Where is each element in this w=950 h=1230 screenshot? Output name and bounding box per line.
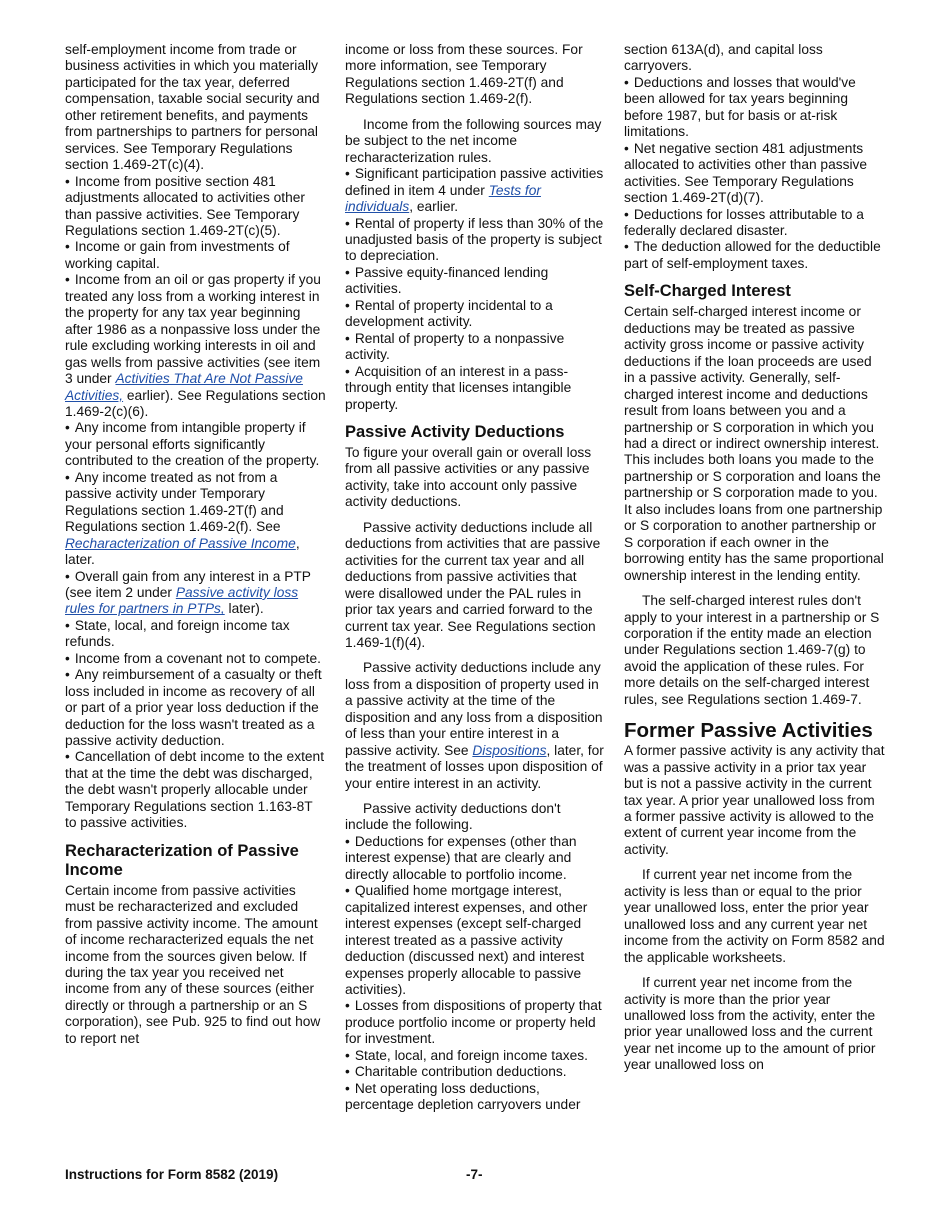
page-number: -7-	[466, 1167, 483, 1182]
paragraph	[345, 660, 607, 792]
bullet-item: • Deductions and losses that would've been allowed for tax years beginning before 1987, but for basis or at-risk limitations.	[624, 75, 886, 141]
column-2	[345, 42, 607, 1114]
section-heading: Self-Charged Interest	[624, 282, 791, 301]
bullet-item: • Rental of property to a nonpassive activity.	[345, 331, 607, 364]
paragraph: If current year net income from the activity is less than or equal to the prior year unallowed loss, enter the prior year unallowed loss and any current year net income from the activity on Form 8582 and the applicable worksheets.	[624, 867, 885, 965]
link-ptp-rules[interactable]: Passive activity loss rules for partners in PTPs,	[65, 584, 299, 617]
section-heading: Recharacterization of Passive Income	[65, 841, 299, 879]
bullet-item: • Income or gain from investments of working capital.	[65, 239, 327, 272]
link-recharacterization[interactable]: Recharacterization of Passive Income	[65, 535, 296, 551]
paragraph: self-employment income from trade or business activities in which you materially participated for the tax year, deferred compensation, taxable social security and other retirement benefits, and payments from partnerships to partners for personal services. See Temporary Regulations section 1.469-2T(c)(4).	[65, 42, 320, 173]
text: later).	[224, 601, 264, 617]
paragraph: Passive activity deductions include all deductions from activities that are passive activities for the current tax year and all deductions from passive activities that were disallowed under the PAL rules in prior tax years and carried forward to the current tax year. See Regulations section 1.469-1(f)(4).	[345, 519, 601, 650]
paragraph: Passive activity deductions don't include the following.	[345, 801, 561, 833]
bullet-item: • Deductions for losses attributable to a federally declared disaster.	[624, 207, 886, 240]
bullet-item: • State, local, and foreign income tax refunds.	[65, 618, 327, 651]
paragraph: The self-charged interest rules don't apply to your interest in a partnership or S corporation if the entity made an election under Regulations section 1.469-7(g) to avoid the application of these rules. For more details on the self-charged interest rules, see Regulations section 1.469-7.	[624, 593, 880, 707]
bullet-item: • Income from positive section 481 adjustments allocated to activities other than passive activities. See Temporary Regulations section 1.469-2T(c)(5).	[65, 174, 327, 240]
paragraph: If current year net income from the activity is more than the prior year unallowed loss from the activity, enter the prior year unallowed loss and the current year net income up to the amount of prior year unallowed loss on	[624, 975, 876, 1073]
bullet-item: • Passive equity-financed lending activities.	[345, 265, 607, 298]
paragraph: A former passive activity is any activity that was a passive activity in a prior tax year but is not a passive activity in the current tax year. A prior year unallowed loss from a former passive activity is allowed to the extent of current year income from the activity.	[624, 743, 885, 857]
bullet-item	[65, 272, 327, 420]
bullet-item	[345, 166, 607, 215]
bullet-item: • Losses from dispositions of property that produce portfolio income or property held for investment.	[345, 998, 607, 1047]
major-heading: Former Passive Activities	[624, 719, 873, 743]
paragraph: To figure your overall gain or overall loss from all passive activities or any passive activity, take into account only passive activity deductions.	[345, 444, 592, 510]
bullet-item: • Income from a covenant not to compete.	[65, 651, 327, 667]
footer-title: Instructions for Form 8582 (2019)	[65, 1167, 279, 1182]
paragraph: section 613A(d), and capital loss carryovers.	[624, 42, 823, 74]
text: , earlier.	[409, 199, 459, 215]
section-heading: Passive Activity Deductions	[345, 422, 565, 441]
bullet-item: • Charitable contribution deductions.	[345, 1064, 607, 1080]
text: Any income treated as not from a passive activity under Temporary Regulations section 1.469-2T(f) and Regulations section 1.469-2(f). See	[65, 469, 284, 535]
bullet-item: • Cancellation of debt income to the extent that at the time the debt was discharged, the debt wasn't properly allocable under Temporary Regulations section 1.163-8T to passive activities.	[65, 749, 327, 831]
text: Significant participation passive activities defined in item 4 under	[345, 166, 604, 198]
text: Income from an oil or gas property if you treated any loss from a working interest in the property for any tax year beginning after 1986 as a nonpassive loss under the rule excluding working interests in oil and gas wells from passive activities (see item 3 under	[65, 272, 321, 387]
text: , later, for the treatment of losses upon disposition of your entire interest in an activity.	[345, 742, 604, 791]
paragraph: Certain self-charged interest income or deductions may be treated as passive activity gross income or passive activity deductions if the loan proceeds are used in a passive activity. Generally, self-charged interest income and deductions result from loans between you and a partnership or S corporation in which you had a direct or indirect ownership interest. This includes both loans you made to the partnership or S corporation and loans the partnership or S corporation made to you. It also includes loans from one partnership or S corporation to another partnership or S corporation if each owner in the borrowing entity has the same proportional ownership interest in the lending entity.	[624, 304, 884, 583]
bullet-item	[65, 569, 327, 618]
text: Passive activity deductions include any loss from a disposition of property used in a passive activity at the time of the disposition and any loss from a disposition of less than your entire interest in a passive activity. See	[345, 660, 603, 758]
paragraph: Income from the following sources may be subject to the net income recharacterization rules.	[345, 116, 602, 165]
bullet-item: • Deductions for expenses (other than interest expense) that are clearly and directly allocable to portfolio income.	[345, 834, 607, 883]
column-3	[624, 42, 886, 1074]
bullet-item	[65, 470, 327, 569]
bullet-item: • Net negative section 481 adjustments allocated to activities other than passive activities. See Temporary Regulations section 1.469-2T(d)(7).	[624, 141, 886, 207]
bullet-item: • The deduction allowed for the deductible part of self-employment taxes.	[624, 239, 886, 272]
column-1	[65, 42, 327, 1047]
bullet-item: • Rental of property if less than 30% of the unadjusted basis of the property is subject to depreciation.	[345, 216, 607, 265]
link-dispositions[interactable]: Dispositions	[472, 742, 547, 758]
bullet-item: • Rental of property incidental to a development activity.	[345, 298, 607, 331]
bullet-item: • Qualified home mortgage interest, capitalized interest expenses, and other interest expenses (except self-charged interest treated as a passive activity deduction (discussed next) and interest expenses properly allocable to passive activities).	[345, 883, 607, 998]
text: , later.	[65, 535, 300, 568]
bullet-item: • Net operating loss deductions, percentage depletion carryovers under	[345, 1081, 607, 1114]
link-activities-not-passive[interactable]: Activities That Are Not Passive Activities,	[65, 371, 303, 403]
text: earlier). See Regulations section 1.469-2(c)(6).	[65, 387, 326, 419]
paragraph: income or loss from these sources. For more information, see Temporary Regulations section 1.469-2T(f) and Regulations section 1.469-2(f).	[345, 42, 583, 107]
link-tests-for-individuals[interactable]: Tests for individuals	[345, 182, 541, 215]
bullet-item: • State, local, and foreign income taxes.	[345, 1048, 607, 1064]
text: Overall gain from any interest in a PTP (see item 2 under	[65, 568, 311, 600]
paragraph: Certain income from passive activities must be recharacterized and excluded from passive activity income. The amount of income recharacterized equals the net income from the sources given below. If during the tax year you received net income from any of these sources (either directly or through a partnership or an S corporation), see Pub. 925 to find out how to report net	[65, 882, 321, 1046]
bullet-item: • Acquisition of an interest in a pass-through entity that licenses intangible property.	[345, 364, 607, 413]
bullet-item: • Any income from intangible property if your personal efforts significantly contributed to the creation of the property.	[65, 420, 327, 469]
bullet-item: • Any reimbursement of a casualty or theft loss included in income as recovery of all or part of a prior year loss deduction if the deduction for the loss wasn't treated as a passive activity deduction.	[65, 667, 327, 749]
